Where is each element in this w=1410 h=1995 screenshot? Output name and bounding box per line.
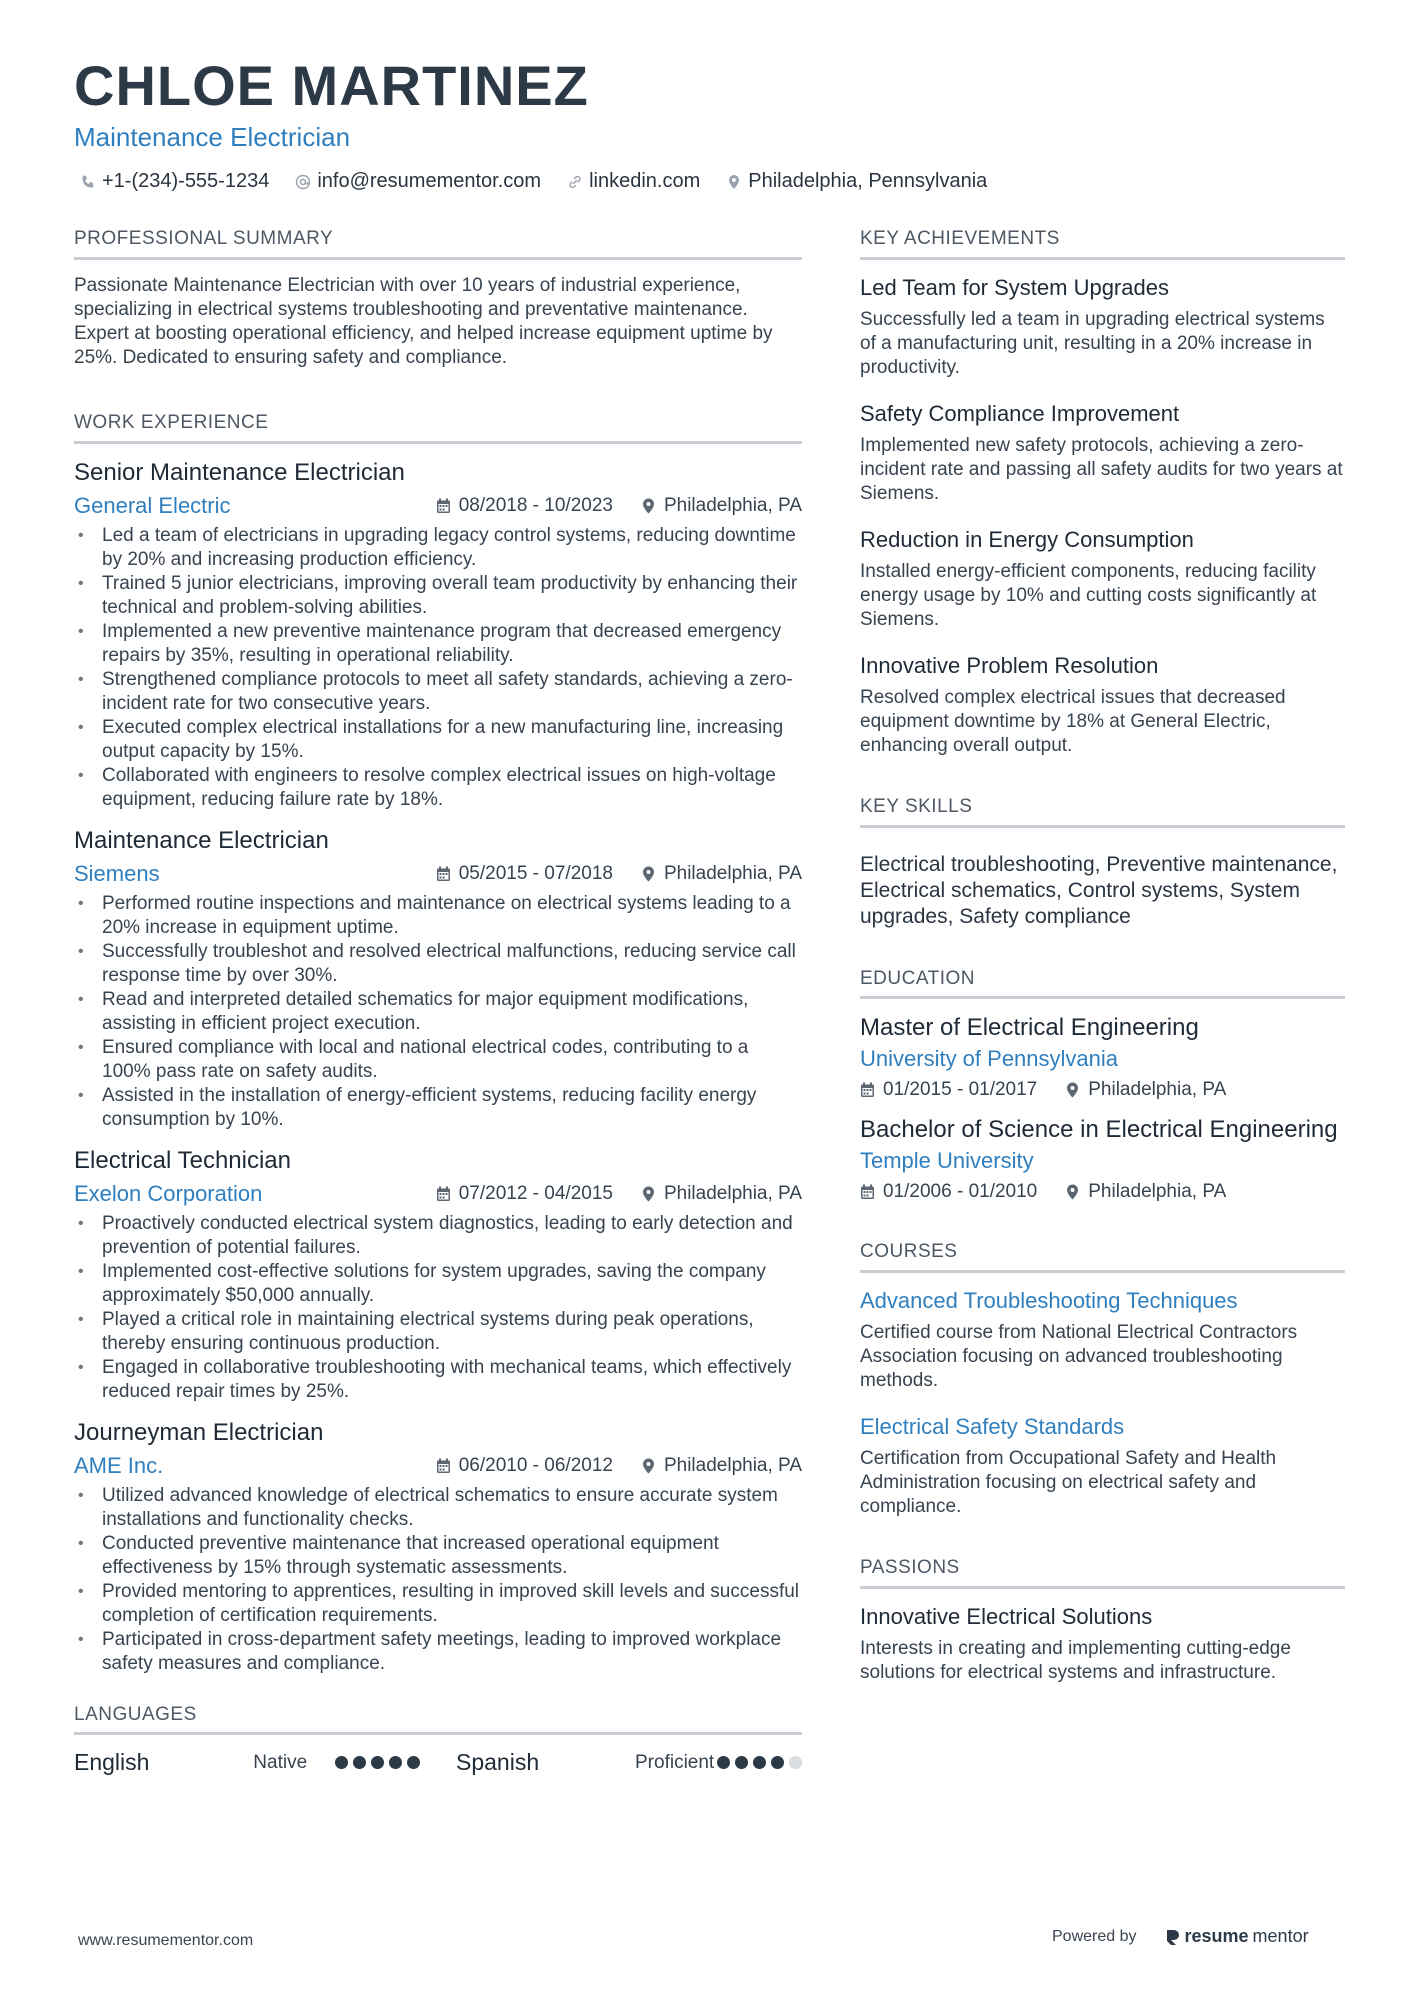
rating-dot-filled [407,1756,420,1769]
job-meta-right [436,495,802,517]
education-meta [860,1181,1345,1203]
job-location-text: Philadelphia, PA [663,1182,802,1204]
passions-heading: PASSIONS [860,1557,1345,1589]
bullet-item: • Read and interpreted detailed schematics for major equipment modifications, assisting in efficient project execution. [74,988,802,1036]
job-meta [74,1180,802,1208]
job-meta-right [436,1183,802,1205]
language-level: Proficient [635,1751,715,1773]
phone-text: +1-(234)-555-1234 [102,170,270,192]
education-location [1065,1181,1226,1203]
rating-dot-filled [335,1756,348,1769]
passions-section [860,1557,1345,1685]
education-dates [860,1079,1037,1101]
achievements-section [860,228,1345,758]
courses-section [860,1241,1345,1519]
course-text: Certification from Occupational Safety and Health Administration focusing on electrical safety and compliance. [860,1448,1277,1518]
bullet-item: • Performed routine inspections and maintenance on electrical systems leading to a 20% increase in equipment uptime. [74,892,802,940]
education-location-text: Philadelphia, PA [1088,1181,1227,1203]
language-name: English [74,1749,150,1776]
job-meta-right [436,1455,802,1477]
job-dates [436,495,613,517]
job-bullets [74,892,802,1132]
job-location-text: Philadelphia, PA [663,1454,802,1476]
bullet-item: • Proactively conducted electrical system diagnostics, leading to early detection and prevention of potential failures. [74,1212,802,1260]
language-name: Spanish [456,1749,540,1776]
brand-name-bold: resume [1184,1926,1249,1946]
education-meta [860,1079,1345,1101]
summary-text: Passionate Maintenance Electrician with over 10 years of industrial experience, specializing in electrical systems troubleshooting and preventative maintenance. Expert at boosting operational efficiency, and helped increase equipment uptime by 25%. Dedicated to ensuring safety and compliance. [74,274,773,368]
experience-section [74,412,802,1676]
language-level: Native [253,1751,308,1773]
rating-dot-filled [753,1756,766,1769]
achievement-text: Successfully led a team in upgrading electrical systems of a manufacturing unit, resulting in a 20% increase in productivity. [860,308,1325,378]
education-item [860,1013,1345,1101]
location-pin-icon [726,174,742,190]
rating-dot-empty [789,1756,802,1769]
job-title: Electrical Technician [74,1146,291,1174]
bullet-item: • Trained 5 junior electricians, improving overall team productivity by enhancing their technical and problem-solving abilities. [74,572,802,620]
passion-item [860,1603,1345,1685]
job-dates [436,1183,613,1205]
linkedin-text: linkedin.com [589,170,701,192]
job-bullets [74,524,802,812]
course-item [860,1287,1345,1393]
company-name: AME Inc. [74,1452,164,1478]
languages-heading: LANGUAGES [74,1704,802,1736]
achievement-text: Resolved complex electrical issues that decreased equipment downtime by 18% at General Electric, enhancing overall output. [860,686,1286,756]
job-bullets [74,1212,802,1404]
summary-heading: PROFESSIONAL SUMMARY [74,228,802,260]
job-entry [74,458,802,812]
education-list [860,1013,1345,1203]
bullet-item: • Utilized advanced knowledge of electrical schematics to ensure accurate system installations and functionality checks. [74,1484,802,1532]
job-meta [74,1452,802,1480]
course-title: Advanced Troubleshooting Techniques [860,1288,1238,1314]
rating-dot-filled [389,1756,402,1769]
calendar-icon [860,1082,875,1098]
contact-phone [80,170,269,193]
powered-by-text: Powered by [1052,1927,1137,1945]
rating-dot-filled [371,1756,384,1769]
course-item [860,1413,1345,1519]
achievement-item [860,526,1345,632]
footer-branding [1052,1926,1309,1947]
calendar-icon [436,866,451,882]
job-entry [74,826,802,1132]
course-list [860,1287,1345,1519]
achievement-title: Innovative Problem Resolution [860,652,1159,678]
company-name: General Electric [74,492,231,518]
job-location-text: Philadelphia, PA [663,862,802,884]
achievement-item [860,652,1345,758]
education-degree: Master of Electrical Engineering [860,1014,1199,1042]
languages-section [74,1704,802,1777]
education-item [860,1115,1345,1203]
education-school: University of Pennsylvania [860,1046,1119,1072]
right-column [860,228,1345,1723]
footer-website[interactable]: www.resumementor.com [78,1932,254,1949]
achievement-list [860,274,1345,758]
education-dates [860,1181,1037,1203]
bullet-item: • Provided mentoring to apprentices, resulting in improved skill levels and successful completion of certification requirements. [74,1580,802,1628]
job-location [641,863,802,885]
courses-heading: COURSES [860,1241,1345,1273]
bullet-item: • Successfully troubleshot and resolved electrical malfunctions, reducing service call response time by over 30%. [74,940,802,988]
email-text: info@resumementor.com [317,170,542,192]
education-dates-text: 01/2015 - 01/2017 [883,1079,1038,1101]
bullet-item: • Led a team of electricians in upgrading legacy control systems, reducing downtime by 20% and increasing production efficiency. [74,524,802,572]
candidate-role: Maintenance Electrician [74,122,351,152]
job-dates [436,863,613,885]
job-entry [74,1418,802,1676]
rating-dot-filled [735,1756,748,1769]
bullet-item: • Implemented a new preventive maintenance program that decreased emergency repairs by 35%, resulting in operational reliability. [74,620,802,668]
job-dates [436,1455,613,1477]
job-entry [74,1146,802,1404]
contact-location [726,170,987,193]
education-school: Temple University [860,1148,1034,1174]
course-text: Certified course from National Electrical Contractors Association focusing on advanced troubleshooting methods. [860,1322,1298,1392]
passion-text: Interests in creating and implementing cutting-edge solutions for electrical systems and infrastructure. [860,1637,1291,1683]
achievement-item [860,274,1345,380]
education-section [860,968,1345,1204]
calendar-icon [436,1186,451,1202]
achievement-text: Implemented new safety protocols, achieving a zero-incident rate and passing all safety audits for two years at Siemens. [860,434,1343,504]
location-pin-icon [641,1458,656,1474]
experience-heading: WORK EXPERIENCE [74,412,802,444]
calendar-icon [436,1458,451,1474]
brand-logo[interactable] [1165,1926,1309,1947]
location-pin-icon [1065,1184,1080,1200]
language-item [74,1749,420,1776]
skills-section [860,796,1345,930]
job-meta [74,860,802,888]
brand-mark-icon [1165,1928,1181,1946]
calendar-icon [436,498,451,514]
achievement-title: Safety Compliance Improvement [860,400,1180,426]
language-list [74,1749,802,1776]
education-dates-text: 01/2006 - 01/2010 [883,1181,1038,1203]
summary-section [74,228,802,370]
achievement-title: Reduction in Energy Consumption [860,526,1194,552]
education-heading: EDUCATION [860,968,1345,1000]
bullet-item: • Participated in cross-department safety meetings, leading to improved workplace safety measures and compliance. [74,1628,802,1676]
job-location [641,1183,802,1205]
achievement-title: Led Team for System Upgrades [860,274,1169,300]
rating-dot-filled [771,1756,784,1769]
candidate-name: CHLOE MARTINEZ [74,54,589,117]
rating-dot-filled [353,1756,366,1769]
language-item [456,1749,802,1776]
bullet-item: • Executed complex electrical installations for a new manufacturing line, increasing output capacity by 15%. [74,716,802,764]
calendar-icon [860,1184,875,1200]
job-dates-text: 05/2015 - 07/2018 [458,862,613,884]
job-title: Journeyman Electrician [74,1418,324,1446]
skills-heading: KEY SKILLS [860,796,1345,828]
location-pin-icon [641,1186,656,1202]
company-name: Exelon Corporation [74,1180,263,1206]
job-bullets [74,1484,802,1676]
education-location [1065,1079,1226,1101]
location-text: Philadelphia, Pennsylvania [748,170,988,192]
bullet-item: • Strengthened compliance protocols to meet all safety standards, achieving a zero-incident rate for two consecutive years. [74,668,802,716]
job-meta-right [436,863,802,885]
bullet-item: • Collaborated with engineers to resolve complex electrical issues on high-voltage equipment, reducing failure rate by 18%. [74,764,802,812]
location-pin-icon [641,498,656,514]
job-list [74,458,802,1676]
job-title: Senior Maintenance Electrician [74,458,405,486]
bullet-item: • Engaged in collaborative troubleshooting with mechanical teams, which effectively reduced repair times by 25%. [74,1356,802,1404]
job-title: Maintenance Electrician [74,826,329,854]
left-column [74,228,802,1776]
achievement-item [860,400,1345,506]
language-rating [717,1756,802,1769]
bullet-item: • Implemented cost-effective solutions for system upgrades, saving the company approximately $50,000 annually. [74,1260,802,1308]
skills-text: Electrical troubleshooting, Preventive maintenance, Electrical schematics, Control systems, System upgrades, Safety compliance [860,852,1338,928]
job-dates-text: 07/2012 - 04/2015 [458,1182,613,1204]
bullet-item: • Played a critical role in maintaining electrical systems during peak operations, thereby ensuring continuous production. [74,1308,802,1356]
achievements-heading: KEY ACHIEVEMENTS [860,228,1345,260]
contact-email[interactable] [295,170,541,193]
education-degree: Bachelor of Science in Electrical Engineering [860,1116,1338,1144]
brand-name-rest: mentor [1252,1926,1309,1946]
course-title: Electrical Safety Standards [860,1414,1125,1440]
job-dates-text: 06/2010 - 06/2012 [458,1454,613,1476]
phone-icon [80,174,96,190]
link-icon [567,174,583,190]
contact-bar [80,170,987,193]
contact-linkedin[interactable] [567,170,700,193]
passion-list [860,1603,1345,1685]
rating-dot-filled [717,1756,730,1769]
job-dates-text: 08/2018 - 10/2023 [458,494,613,516]
language-rating [335,1756,420,1769]
job-location [641,495,802,517]
achievement-text: Installed energy-efficient components, reducing facility energy usage by 10% and cutting costs significantly at Siemens. [860,560,1317,630]
bullet-item: • Assisted in the installation of energy-efficient systems, reducing facility energy consumption by 10%. [74,1084,802,1132]
job-meta [74,492,802,520]
passion-title: Innovative Electrical Solutions [860,1603,1153,1629]
at-icon [295,174,311,190]
bullet-item: • Conducted preventive maintenance that increased operational equipment effectiveness by 15% through systematic assessments. [74,1532,802,1580]
company-name: Siemens [74,860,160,886]
education-location-text: Philadelphia, PA [1088,1079,1227,1101]
bullet-item: • Ensured compliance with local and national electrical codes, contributing to a 100% pass rate on safety audits. [74,1036,802,1084]
job-location-text: Philadelphia, PA [663,494,802,516]
location-pin-icon [641,866,656,882]
job-location [641,1455,802,1477]
location-pin-icon [1065,1082,1080,1098]
